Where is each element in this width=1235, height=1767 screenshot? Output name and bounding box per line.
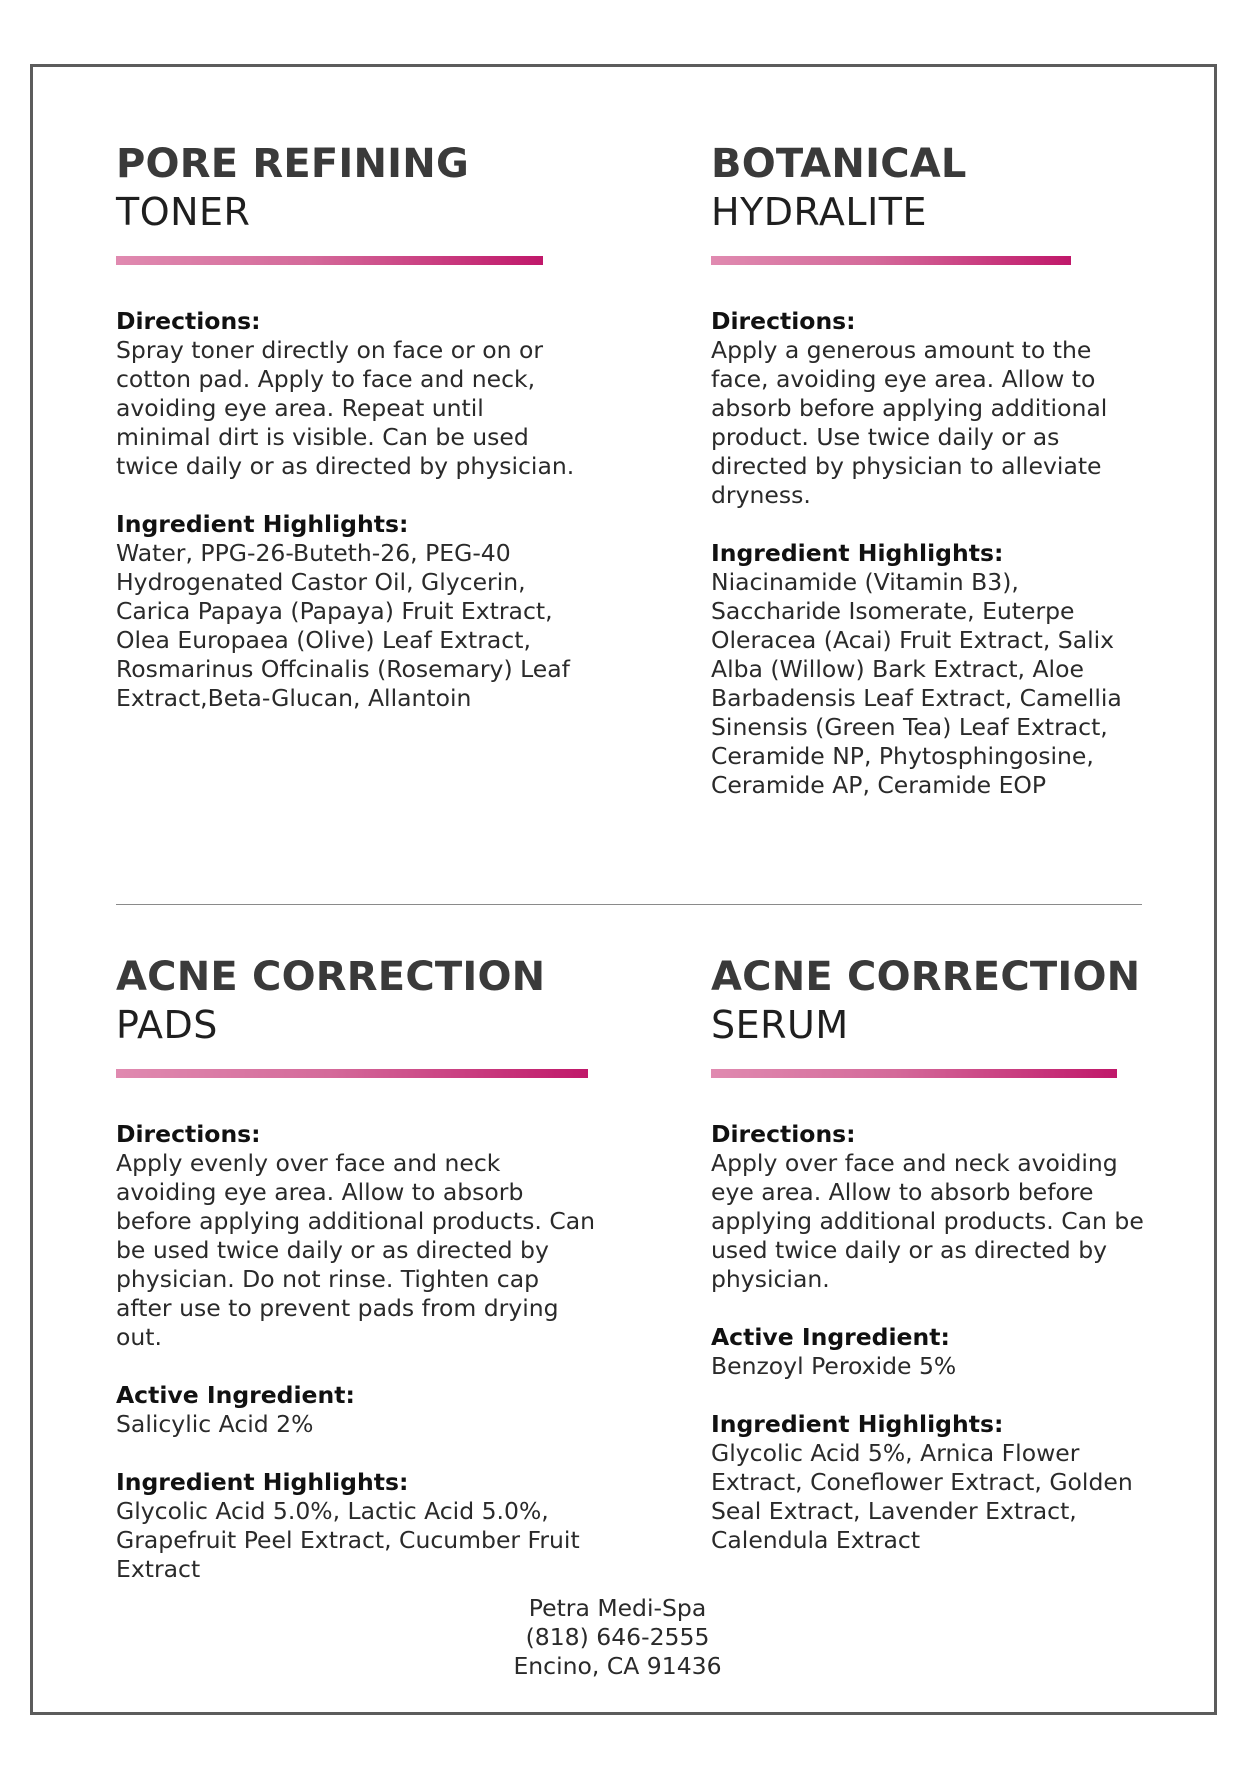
- product-subtitle: TONER: [116, 190, 251, 234]
- section-divider: [116, 904, 1142, 905]
- business-footer: [0, 1594, 1235, 1681]
- product-subtitle: HYDRALITE: [711, 190, 928, 234]
- active-ingredient-section: [711, 1323, 1151, 1381]
- section-text: Salicylic Acid 2%: [116, 1410, 314, 1438]
- section-label: Directions:: [116, 1120, 261, 1148]
- product-details: [711, 1120, 1151, 1555]
- section-text: Glycolic Acid 5%, Arnica Flower Extract, Coneflower Extract, Golden Seal Extract, Lavender Extract, Calendula Extract: [711, 1439, 1133, 1554]
- product-subtitle: PADS: [116, 1003, 218, 1047]
- directions-section: [116, 307, 576, 481]
- section-label: Ingredient Highlights:: [116, 510, 409, 538]
- section-label: Ingredient Highlights:: [116, 1468, 409, 1496]
- active-ingredient-section: [116, 1381, 601, 1439]
- business-phone: (818) 646-2555: [525, 1623, 710, 1651]
- section-label: Directions:: [711, 1120, 856, 1148]
- product-details: [116, 307, 576, 713]
- product-acne-correction-pads: [116, 953, 596, 1613]
- product-title: BOTANICAL: [711, 141, 967, 187]
- product-pore-refining-toner: [116, 140, 586, 742]
- section-label: Ingredient Highlights:: [711, 1410, 1004, 1438]
- ingredients-section: [116, 1468, 601, 1584]
- product-acne-correction-serum: [711, 953, 1181, 1584]
- ingredients-section: [711, 539, 1131, 800]
- accent-bar: [711, 1069, 1117, 1078]
- product-subtitle: SERUM: [711, 1003, 849, 1047]
- section-text: Apply a generous amount to the face, avoiding eye area. Allow to absorb before applying additional product. Use twice daily or as directed by physician to alleviate dryness.: [711, 336, 1108, 509]
- ingredients-section: [116, 510, 576, 713]
- product-details: [711, 307, 1131, 800]
- section-label: Active Ingredient:: [711, 1323, 950, 1351]
- accent-bar: [711, 256, 1071, 265]
- business-address: Encino, CA 91436: [513, 1652, 722, 1680]
- section-label: Ingredient Highlights:: [711, 539, 1004, 567]
- accent-bar: [116, 256, 543, 265]
- section-text: Niacinamide (Vitamin B3), Saccharide Isomerate, Euterpe Oleracea (Acai) Fruit Extract, Salix Alba (Willow) Bark Extract, Aloe Barbadensis Leaf Extract, Camellia Sinensis (Green Tea) Leaf Extract, Ceramide NP, Phytosphingosine, Ceramide AP, Ceramide EOP: [711, 568, 1122, 799]
- section-text: Water, PPG-26-Buteth-26, PEG-40 Hydrogenated Castor Oil, Glycerin, Carica Papaya (Papaya) Fruit Extract, Olea Europaea (Olive) Leaf Extract, Rosmarinus Offcinalis (Rosemary) Leaf Extract,Beta-Glucan, Allantoin: [116, 539, 570, 712]
- section-text: Apply evenly over face and neck avoiding eye area. Allow to absorb before applying additional products. Can be used twice daily or as directed by physician. Do not rinse. Tighten cap after use to prevent pads from drying out.: [116, 1149, 596, 1351]
- directions-section: [116, 1120, 601, 1352]
- directions-section: [711, 307, 1131, 510]
- ingredients-section: [711, 1410, 1151, 1555]
- section-label: Active Ingredient:: [116, 1381, 355, 1409]
- product-botanical-hydralite: [711, 140, 1181, 829]
- section-text: Glycolic Acid 5.0%, Lactic Acid 5.0%, Grapefruit Peel Extract, Cucumber Fruit Extract: [116, 1497, 580, 1583]
- product-title: ACNE CORRECTION: [116, 954, 546, 1000]
- product-details: [116, 1120, 601, 1584]
- accent-bar: [116, 1069, 588, 1078]
- section-label: Directions:: [116, 307, 261, 335]
- section-text: Apply over face and neck avoiding eye area. Allow to absorb before applying additional products. Can be used twice daily or as directed by physician.: [711, 1149, 1144, 1293]
- section-text: Benzoyl Peroxide 5%: [711, 1352, 957, 1380]
- section-label: Directions:: [711, 307, 856, 335]
- section-text: Spray toner directly on face or on or cotton pad. Apply to face and neck, avoiding eye area. Repeat until minimal dirt is visible. Can be used twice daily or as directed by physician.: [116, 336, 575, 480]
- product-title: ACNE CORRECTION: [711, 954, 1141, 1000]
- directions-section: [711, 1120, 1151, 1294]
- business-name: Petra Medi-Spa: [528, 1594, 707, 1622]
- product-title: PORE REFINING: [116, 141, 469, 187]
